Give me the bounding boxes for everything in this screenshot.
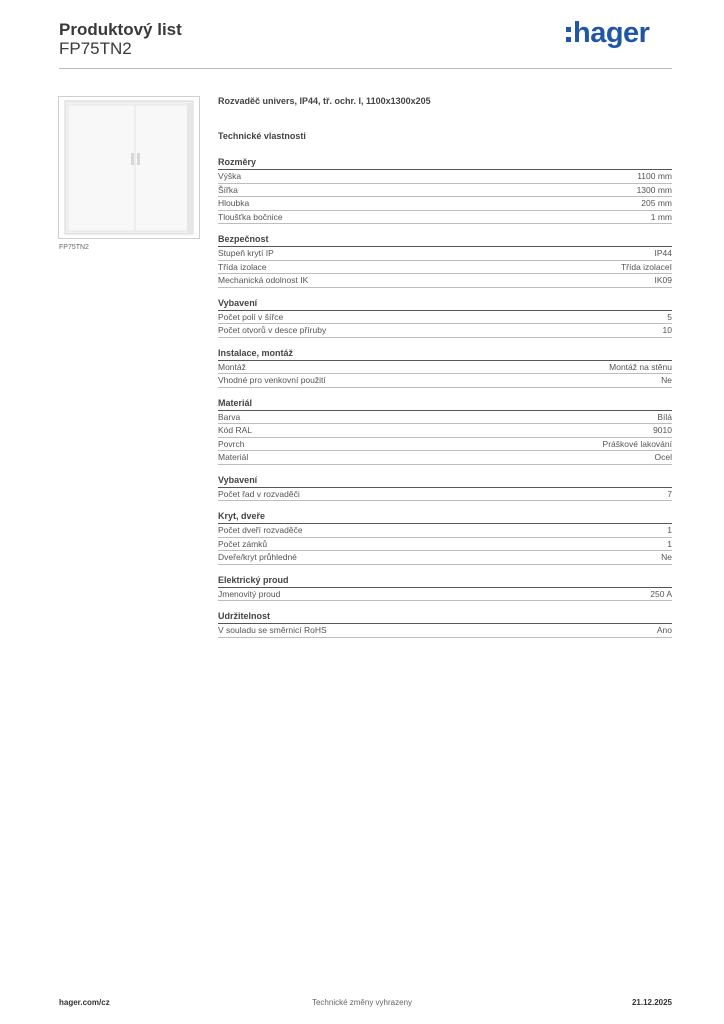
spec-section <box>218 397 672 465</box>
spec-label: Šířka <box>218 184 238 195</box>
spec-label: Barva <box>218 411 241 422</box>
footer-notice: Technické změny vyhrazeny <box>311 998 413 1007</box>
spec-label: Počet dveří rozvaděče <box>218 525 303 535</box>
spec-label: Tloušťka bočnice <box>218 211 283 222</box>
spec-label: Výška <box>218 171 242 181</box>
spec-value: 1 <box>667 525 672 535</box>
spec-value: 205 mm <box>641 198 672 208</box>
cabinet-image <box>59 97 199 238</box>
spec-section <box>218 297 672 338</box>
product-image <box>58 96 200 239</box>
spec-value: 1100 mm <box>637 171 672 181</box>
spec-value: 10 <box>662 325 672 335</box>
section-title: Rozměry <box>218 156 672 170</box>
spec-label: Jmenovitý proud <box>218 588 281 599</box>
header-divider <box>59 68 672 69</box>
spec-label: Vhodné pro venkovní použití <box>218 375 326 385</box>
spec-value: Bílá <box>657 411 672 422</box>
spec-label: Kód RAL <box>218 425 253 435</box>
section-title: Vybavení <box>218 297 672 311</box>
spec-label: Třída izolace <box>218 261 267 272</box>
spec-label: Hloubka <box>218 198 250 208</box>
spec-label: Stupeň krytí IP <box>218 248 274 258</box>
spec-label: Povrch <box>218 438 245 449</box>
spec-value: 1 <box>667 538 672 549</box>
spec-row <box>218 170 672 184</box>
spec-section <box>218 610 672 638</box>
section-title: Elektrický proud <box>218 574 672 588</box>
spec-value: 1300 mm <box>636 184 672 195</box>
spec-section <box>218 574 672 602</box>
footer-website[interactable]: hager.com/cz <box>59 998 110 1007</box>
spec-row <box>218 588 672 602</box>
spec-label: V souladu se směrnicí RoHS <box>218 625 327 635</box>
section-title: Vybavení <box>218 474 672 488</box>
product-description: Rozvaděč univers, IP44, tř. ochr. I, 1100x1300x205 <box>218 96 431 106</box>
spec-value: Ne <box>661 375 672 385</box>
footer-date: 21.12.2025 <box>631 998 672 1007</box>
spec-row <box>218 438 672 452</box>
technical-properties-title: Technické vlastnosti <box>218 131 306 141</box>
spec-label: Montáž <box>218 361 246 372</box>
spec-section <box>218 347 672 388</box>
spec-row <box>218 524 672 538</box>
spec-label: Počet zámků <box>218 538 268 549</box>
spec-value: IP44 <box>654 248 672 258</box>
image-caption: FP75TN2 <box>59 244 89 251</box>
spec-row <box>218 197 672 211</box>
section-title: Instalace, montáž <box>218 347 672 361</box>
spec-row <box>218 311 672 325</box>
spec-row <box>218 261 672 275</box>
spec-label: Materiál <box>218 452 249 462</box>
hager-logo-mark <box>566 14 666 50</box>
spec-section <box>218 510 672 565</box>
section-title: Udržitelnost <box>218 610 672 624</box>
spec-label: Dveře/kryt průhledné <box>218 552 297 562</box>
spec-row <box>218 538 672 552</box>
spec-section <box>218 156 672 224</box>
spec-value: 250 A <box>650 588 672 599</box>
spec-value: Práškové lakování <box>602 438 672 449</box>
section-title: Bezpečnost <box>218 233 672 247</box>
spec-value: Třída izolaceI <box>620 261 672 272</box>
spec-value: 7 <box>667 488 672 499</box>
spec-row <box>218 411 672 425</box>
spec-value: Ano <box>656 625 672 635</box>
spec-value: Ocel <box>654 452 672 462</box>
spec-row <box>218 361 672 375</box>
spec-row <box>218 247 672 261</box>
spec-value: 9010 <box>653 425 672 435</box>
spec-value: Ne <box>661 552 672 562</box>
spec-row <box>218 488 672 502</box>
spec-value: Montáž na stěnu <box>609 361 672 372</box>
spec-row <box>218 624 672 638</box>
section-title: Kryt, dveře <box>218 510 672 524</box>
spec-row <box>218 551 672 565</box>
spec-label: Mechanická odolnost IK <box>218 275 309 285</box>
spec-label: Počet řad v rozvaděči <box>218 488 300 499</box>
section-title: Materiál <box>218 397 672 411</box>
spec-row <box>218 211 672 225</box>
spec-value: 5 <box>667 311 672 322</box>
product-code: FP75TN2 <box>59 39 132 58</box>
page-title: Produktový list <box>59 20 182 39</box>
logo-text: hager <box>573 17 650 49</box>
spec-section <box>218 474 672 502</box>
spec-row <box>218 374 672 388</box>
spec-row <box>218 184 672 198</box>
spec-row <box>218 451 672 465</box>
spec-value: 1 mm <box>650 211 672 222</box>
spec-label: Počet polí v šířce <box>218 311 284 322</box>
spec-row <box>218 424 672 438</box>
hager-logo <box>566 14 666 50</box>
specifications-table <box>218 156 672 647</box>
spec-section <box>218 233 672 288</box>
spec-label: Počet otvorů v desce příruby <box>218 325 327 335</box>
spec-row <box>218 324 672 338</box>
spec-value: IK09 <box>654 275 672 285</box>
spec-row <box>218 274 672 288</box>
